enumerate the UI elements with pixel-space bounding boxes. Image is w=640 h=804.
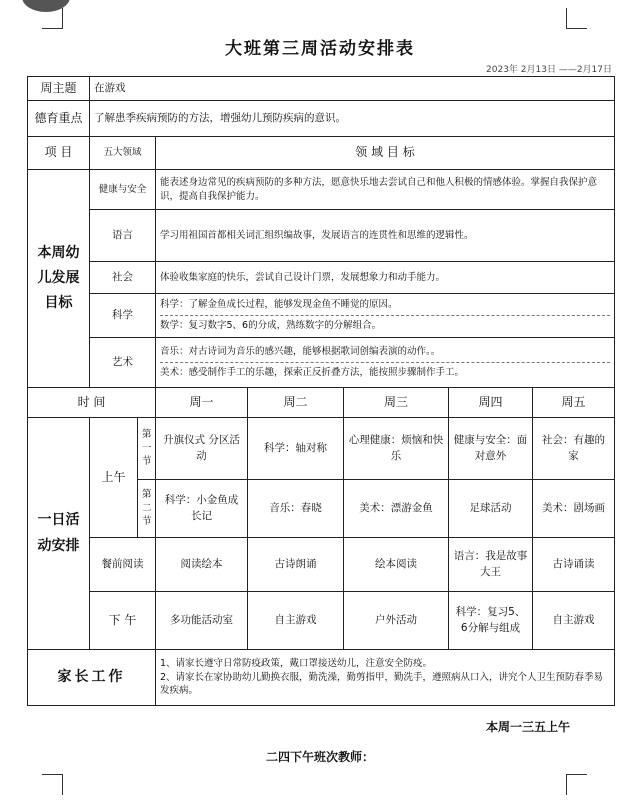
activity-cell: 古诗诵读: [533, 538, 615, 592]
activity-cell: 健康与安全：面对意外: [449, 418, 533, 480]
activity-cell: 社会：有趣的家: [533, 418, 615, 480]
focus-label: 德育重点: [28, 101, 90, 137]
parents-row: [28, 650, 615, 706]
activity-cell: 美术：剧场画: [533, 480, 615, 538]
area-row-social: [28, 262, 615, 294]
footer-teacher: 二四下午班次教师：: [265, 750, 374, 764]
period-label: 第二节: [138, 480, 156, 538]
theme-row: [28, 77, 615, 101]
parents-item: 2、请家长在家协助幼儿勤换衣服，勤洗澡，勤剪指甲，勤洗手，遵照病从口入，讲究个人卫生预防春季易发疾病。: [160, 671, 604, 697]
activity-cell: 科学：轴对称: [248, 418, 344, 480]
day-header: 周二: [248, 388, 344, 418]
afternoon-label: 下 午: [90, 592, 156, 650]
area-goal-header: 领 域 目 标: [156, 137, 615, 170]
parents-item: 1、请家长遵守日常防疫政策，戴口罩接送幼儿，注意安全防疫。: [160, 657, 433, 669]
parents-label: 家长工作: [28, 650, 156, 706]
activity-cell: 升旗仪式 分区活动: [156, 418, 248, 480]
five-areas-header: 五大领域: [90, 137, 156, 170]
activity-cell: 美术：漂游金鱼: [344, 480, 449, 538]
day-header: 周四: [449, 388, 533, 418]
area-row-health: [28, 170, 615, 210]
activity-cell: 自主游戏: [248, 592, 344, 650]
pre-nap-label: 餐前阅读: [90, 538, 156, 592]
activity-cell: 阅读绘本: [156, 538, 248, 592]
crop-mark-bottom-right: [566, 774, 587, 795]
day-activities-label: 一日活动安排: [28, 418, 90, 650]
theme-label: 周主题: [28, 77, 90, 101]
activity-cell: 足球活动: [449, 480, 533, 538]
time-label: 时 间: [28, 388, 156, 418]
activity-cell: 古诗朗诵: [248, 538, 344, 592]
day-header: 周三: [344, 388, 449, 418]
item-header: 项 目: [28, 137, 90, 170]
activity-cell: 音乐：春晓: [248, 480, 344, 538]
crop-mark-top-right: [566, 8, 587, 29]
activity-cell: 绘本阅读: [344, 538, 449, 592]
area-row-science: [28, 294, 615, 338]
page-title: 大班第三周活动安排表: [225, 39, 415, 59]
crop-mark-top-left: [42, 8, 63, 29]
area-goal: [156, 338, 615, 388]
day-header: 周五: [533, 388, 615, 418]
art-goal: 美术：感受制作手工的乐趣，探索正反折叠方法，能按照步骤制作手工。: [160, 367, 465, 378]
activity-cell: 心理健康：烦恼和快乐: [344, 418, 449, 480]
theme-value: 在游戏: [90, 77, 615, 101]
area-row-art: [28, 338, 615, 388]
footer-note: 本周一三五上午: [485, 720, 570, 734]
science-goal: 科学：了解金鱼成长过程，能够发现金鱼不睡觉的原因。: [160, 298, 610, 316]
crop-mark-bottom-left: [42, 774, 63, 795]
parents-content: [156, 650, 615, 706]
activity-cell: 语言：我是故事大王: [449, 538, 533, 592]
activity-cell: 多功能活动室: [156, 592, 248, 650]
area-name: 语言: [90, 210, 156, 262]
area-name: 健康与安全: [90, 170, 156, 210]
morning-label: 上午: [90, 418, 138, 538]
area-row-language: [28, 210, 615, 262]
focus-value: 了解患季疾病预防的方法，增强幼儿预防疾病的意识。: [90, 101, 615, 137]
day-header: 周一: [156, 388, 248, 418]
dev-goals-label: 本周幼儿发展目标: [28, 170, 90, 388]
date-range: 2023年 2月13日 ——2月17日: [486, 65, 612, 75]
music-goal: 音乐：对古诗词为音乐的感兴趣，能够根据歌词创编表演的动作。。: [160, 345, 610, 363]
area-name: 社会: [90, 262, 156, 294]
area-goal: [156, 294, 615, 338]
area-goal: 能表述身边常见的疾病预防的多种方法，愿意快乐地去尝试自己和他人积极的情感体验。掌握自我保护意识，提高自我保护能力。: [156, 170, 615, 210]
activity-cell: 自主游戏: [533, 592, 615, 650]
days-header-row: [28, 388, 615, 418]
activity-cell: 科学：复习5、6分解与组成: [449, 592, 533, 650]
schedule-table: [27, 76, 615, 706]
period-label: 第一节: [138, 418, 156, 480]
am1-row: [28, 418, 615, 480]
focus-row: [28, 101, 615, 137]
pre-nap-row: [28, 538, 615, 592]
activity-cell: 科学：小金鱼成长记: [156, 480, 248, 538]
area-name: 艺术: [90, 338, 156, 388]
afternoon-row: [28, 592, 615, 650]
activity-cell: 户外活动: [344, 592, 449, 650]
area-goal: 体验收集家庭的快乐，尝试自己设计门票，发展想象力和动手能力。: [156, 262, 615, 294]
area-name: 科学: [90, 294, 156, 338]
math-goal: 数学：复习数字5、6的分成，熟练数字的分解组合。: [160, 320, 382, 331]
goals-header-row: [28, 137, 615, 170]
area-goal: 学习用祖国首都相关词汇组织编故事，发展语言的连贯性和思维的逻辑性。: [156, 210, 615, 262]
